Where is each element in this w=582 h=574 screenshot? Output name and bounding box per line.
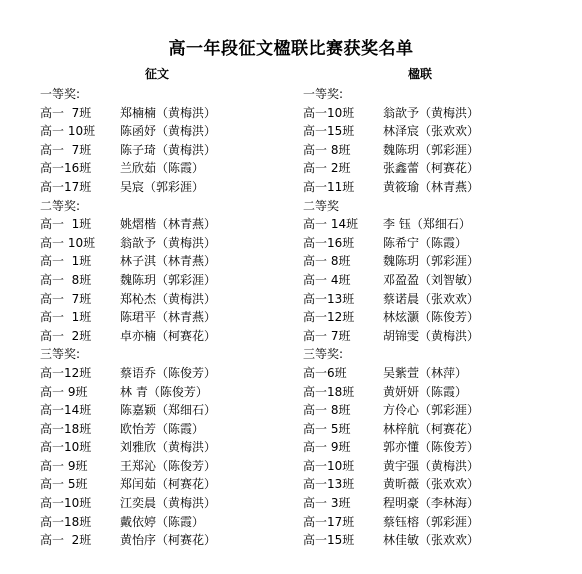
class-label: 高一18班: [40, 514, 92, 529]
student-and-teacher: 黄筱瑜（林青燕）: [383, 179, 480, 194]
award-level-label: 一等奖:: [303, 87, 344, 101]
class-label: 高一 10班: [40, 235, 96, 250]
award-entry: [40, 531, 290, 550]
class-label: 高一 8班: [40, 272, 92, 287]
student-and-teacher: 陈希宁（陈霞）: [383, 235, 468, 250]
student-and-teacher: 林梓航（柯赛花）: [383, 421, 480, 436]
student-and-teacher: 林 青（陈俊芳）: [120, 384, 208, 399]
student-and-teacher: 卓亦楠（柯赛花）: [120, 328, 217, 343]
class-label: 高一 9班: [303, 440, 351, 455]
class-label: 高一10班: [303, 105, 355, 120]
class-label: 高一 1班: [40, 217, 92, 232]
student-and-teacher: 陈嘉颖（郑细石）: [120, 403, 217, 418]
class-label: 高一 2班: [40, 328, 92, 343]
award-entry: [303, 215, 563, 234]
student-and-teacher: 林佳敏（张欢欢）: [383, 533, 480, 548]
award-level-label: 三等奖:: [303, 347, 344, 362]
student-and-teacher: 陈珺平（林青燕）: [120, 310, 217, 325]
page-title: 高一年段征文楹联比赛获奖名单: [168, 39, 414, 59]
couplet-award-rows: [303, 85, 563, 550]
student-and-teacher: 黄妍妍（陈霞）: [383, 384, 468, 399]
class-label: 高一 2班: [40, 533, 92, 548]
award-entry: [40, 252, 290, 271]
class-label: 高一12班: [40, 365, 92, 380]
award-entry: [40, 438, 290, 457]
class-label: 高一 8班: [303, 254, 351, 269]
award-entry: [40, 420, 290, 439]
student-and-teacher: 蔡诺晨（张欢欢）: [383, 291, 480, 306]
student-and-teacher: 姚熠楷（林青燕）: [120, 217, 217, 232]
class-label: 高一 3班: [303, 496, 351, 511]
class-label: 高一18班: [40, 421, 92, 436]
class-label: 高一12班: [303, 310, 355, 325]
award-entry: [40, 178, 290, 197]
student-and-teacher: 吴宸（郭彩涯）: [120, 179, 205, 194]
award-entry: [303, 252, 563, 271]
award-entry: [303, 383, 563, 402]
award-entry: [303, 420, 563, 439]
award-entry: [40, 122, 290, 141]
class-label: 高一 8班: [303, 142, 351, 157]
student-and-teacher: 郑杺杰（黄梅洪）: [120, 291, 217, 306]
student-and-teacher: 魏陈玥（郭彩涯）: [120, 272, 217, 287]
award-entry: [303, 401, 563, 420]
award-entry: [303, 104, 563, 123]
class-label: 高一 1班: [40, 254, 92, 269]
student-and-teacher: 黄宇强（黄梅洪）: [383, 458, 480, 473]
award-entry: [40, 383, 290, 402]
award-entry: [40, 475, 290, 494]
student-and-teacher: 程明豪（李林海）: [383, 496, 480, 511]
essay-column-header: 征文: [145, 67, 170, 81]
student-and-teacher: 刘雅欣（黄梅洪）: [120, 440, 217, 455]
award-entry: [40, 308, 290, 327]
student-and-teacher: 江奕晨（黄梅洪）: [120, 496, 217, 511]
award-entry: [40, 159, 290, 178]
essay-column: [40, 64, 290, 550]
award-level-label: 一等奖:: [40, 87, 81, 101]
class-label: 高一 7班: [303, 328, 351, 343]
class-label: 高一 1班: [40, 310, 92, 325]
award-entry: [303, 327, 563, 346]
award-level-label: 二等奖:: [40, 198, 81, 213]
student-and-teacher: 兰欣茹（陈霞）: [120, 161, 205, 176]
student-and-teacher: 林炫灏（陈俊芳）: [383, 310, 480, 325]
award-entry: [303, 513, 563, 532]
class-label: 高一 7班: [40, 291, 92, 306]
couplet-column: [303, 64, 563, 550]
class-label: 高一 9班: [40, 384, 88, 399]
class-label: 高一6班: [303, 365, 347, 380]
award-entry: [40, 327, 290, 346]
class-label: 高一15班: [303, 533, 355, 548]
student-and-teacher: 蔡钰榕（郭彩涯）: [383, 514, 480, 529]
student-and-teacher: 张鑫蕾（柯赛花）: [383, 161, 480, 176]
class-label: 高一10班: [303, 458, 355, 473]
award-entry: [303, 494, 563, 513]
class-label: 高一 5班: [40, 477, 88, 492]
class-label: 高一18班: [303, 384, 355, 399]
award-entry: [303, 159, 563, 178]
award-entry: [40, 141, 290, 160]
class-label: 高一13班: [303, 477, 355, 492]
student-and-teacher: 李 钰（郑细石）: [383, 217, 471, 232]
class-label: 高一 8班: [303, 403, 351, 418]
student-and-teacher: 蔡语乔（陈俊芳）: [120, 365, 217, 380]
student-and-teacher: 陈函妤（黄梅洪）: [120, 124, 217, 139]
student-and-teacher: 林泽宸（张欢欢）: [383, 124, 480, 139]
award-entry: [40, 290, 290, 309]
award-entry: [40, 234, 290, 253]
award-entry: [40, 104, 290, 123]
class-label: 高一 9班: [40, 458, 88, 473]
student-and-teacher: 胡锦雯（黄梅洪）: [383, 328, 480, 343]
student-and-teacher: 黄昕薇（张欢欢）: [383, 477, 480, 492]
class-label: 高一 4班: [303, 272, 351, 287]
award-entry: [40, 457, 290, 476]
class-label: 高一16班: [303, 235, 355, 250]
student-and-teacher: 戴依婷（陈霞）: [120, 514, 205, 529]
student-and-teacher: 郑闰茹（柯赛花）: [120, 477, 217, 492]
award-entry: [303, 308, 563, 327]
student-and-teacher: 方伶心（郭彩涯）: [383, 403, 480, 418]
award-entry: [40, 513, 290, 532]
student-and-teacher: 陈子琦（黄梅洪）: [120, 142, 217, 157]
class-label: 高一 10班: [40, 124, 96, 139]
award-entry: [303, 234, 563, 253]
award-level-label: 二等奖: [303, 198, 340, 213]
class-label: 高一16班: [40, 161, 92, 176]
student-and-teacher: 林子淇（林青燕）: [120, 254, 217, 269]
class-label: 高一17班: [40, 179, 92, 194]
student-and-teacher: 魏陈玥（郭彩涯）: [383, 142, 480, 157]
award-entry: [303, 438, 563, 457]
award-entry: [303, 457, 563, 476]
award-entry: [40, 401, 290, 420]
student-and-teacher: 翁歆予（黄梅洪）: [383, 105, 480, 120]
student-and-teacher: 吴紫萱（林萍）: [383, 365, 468, 380]
class-label: 高一 7班: [40, 142, 92, 157]
award-level-label: 三等奖:: [40, 347, 81, 362]
award-entry: [303, 141, 563, 160]
class-label: 高一 2班: [303, 161, 351, 176]
student-and-teacher: 郭亦懂（陈俊芳）: [383, 440, 480, 455]
student-and-teacher: 邓盈盈（刘智敏）: [383, 272, 480, 287]
award-entry: [40, 364, 290, 383]
award-entry: [303, 531, 563, 550]
award-entry: [40, 215, 290, 234]
student-and-teacher: 欧怡芳（陈霞）: [120, 421, 205, 436]
award-entry: [303, 122, 563, 141]
award-entry: [303, 178, 563, 197]
essay-award-rows: [40, 85, 290, 550]
class-label: 高一 14班: [303, 217, 359, 232]
class-label: 高一 5班: [303, 421, 351, 436]
award-entry: [303, 271, 563, 290]
student-and-teacher: 王郑沁（陈俊芳）: [120, 458, 217, 473]
class-label: 高一17班: [303, 514, 355, 529]
award-entry: [40, 271, 290, 290]
class-label: 高一15班: [303, 124, 355, 139]
couplet-column-header: 楹联: [408, 67, 433, 81]
award-entry: [303, 475, 563, 494]
award-entry: [303, 364, 563, 383]
class-label: 高一13班: [303, 291, 355, 306]
student-and-teacher: 黄怡序（柯赛花）: [120, 533, 217, 548]
student-and-teacher: 魏陈玥（郭彩涯）: [383, 254, 480, 269]
student-and-teacher: 郑楠楠（黄梅洪）: [120, 105, 217, 120]
class-label: 高一 7班: [40, 105, 92, 120]
award-entry: [303, 290, 563, 309]
award-entry: [40, 494, 290, 513]
class-label: 高一10班: [40, 440, 92, 455]
class-label: 高一14班: [40, 403, 92, 418]
class-label: 高一10班: [40, 496, 92, 511]
student-and-teacher: 翁歆予（黄梅洪）: [120, 235, 217, 250]
class-label: 高一11班: [303, 179, 355, 194]
